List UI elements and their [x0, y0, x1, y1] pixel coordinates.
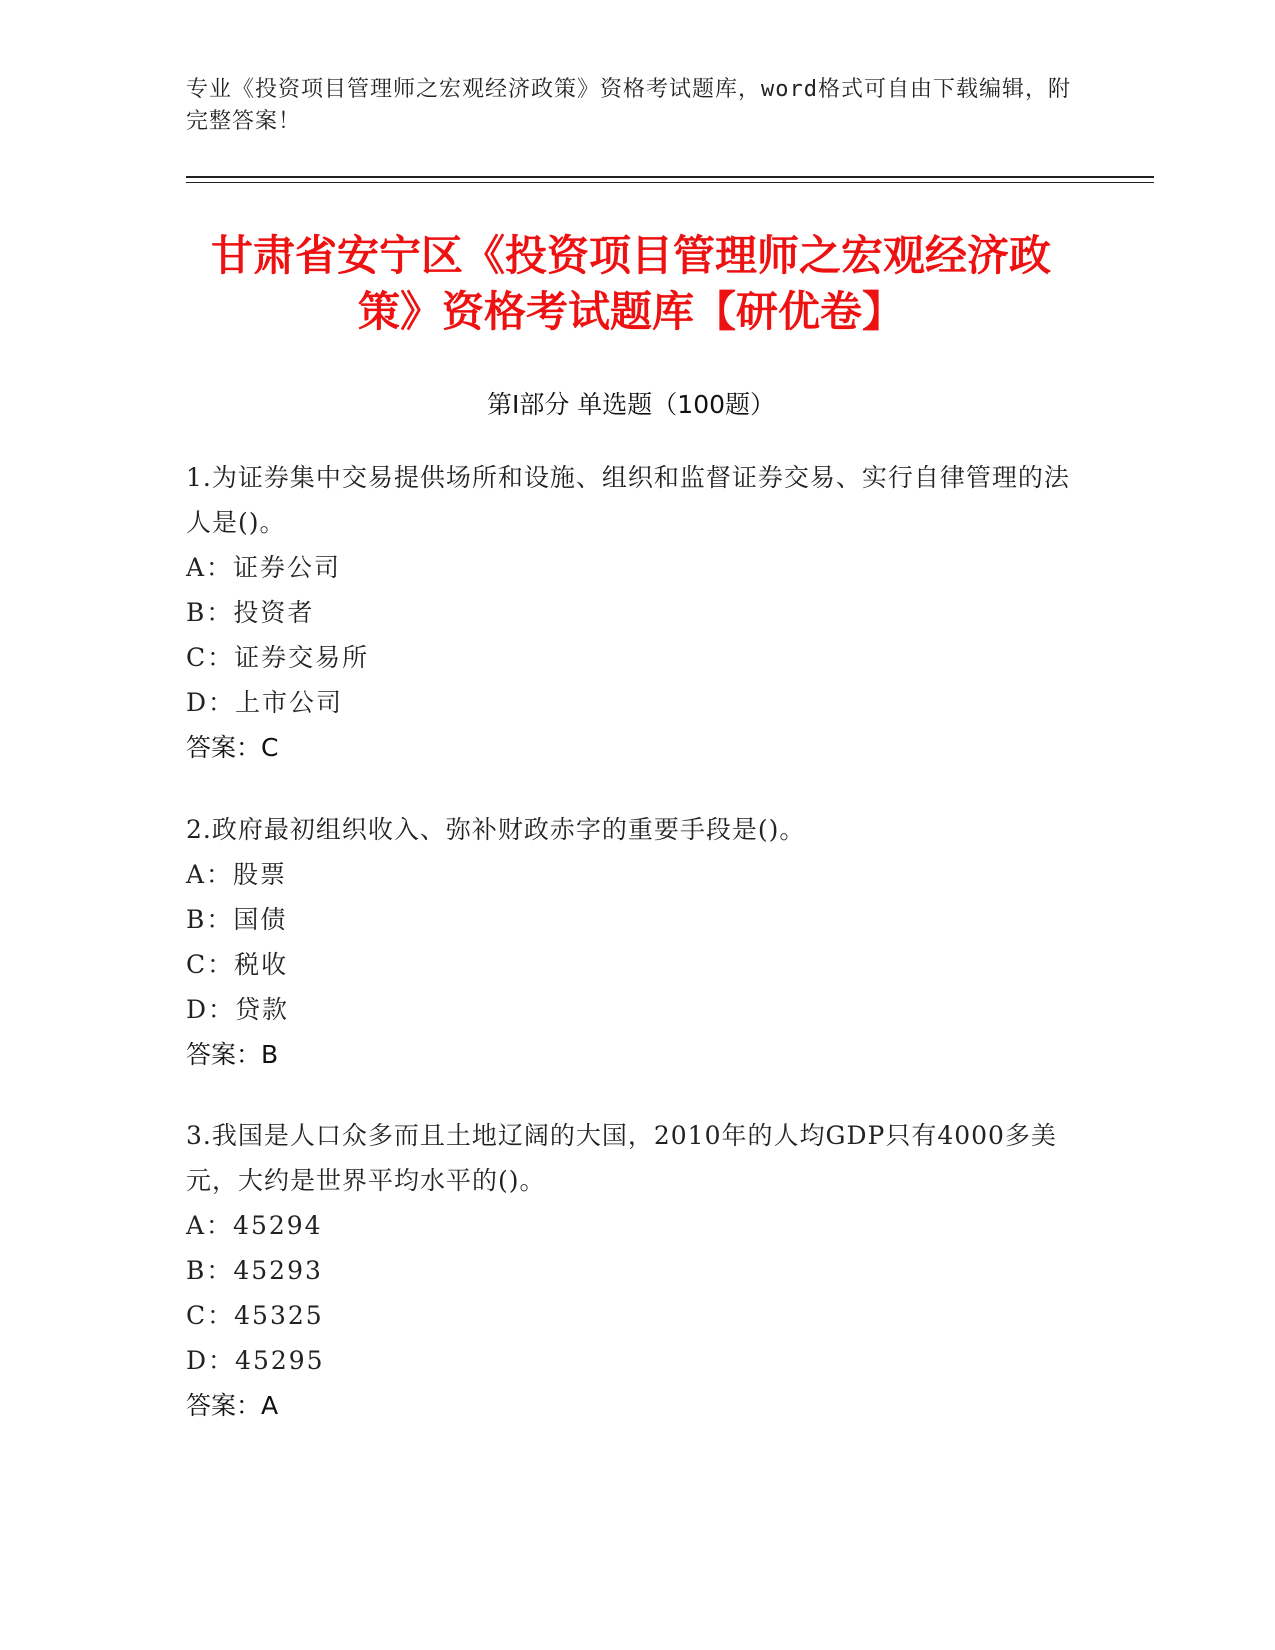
- header-note: 专业《投资项目管理师之宏观经济政策》资格考试题库，word格式可自由下载编辑，附完整答案！: [186, 77, 1071, 134]
- option-d: D：45295: [186, 1346, 325, 1375]
- option-b: B：45293: [186, 1256, 323, 1285]
- answer-label: 答案：C: [186, 733, 279, 762]
- section-title: 第I部分 单选题（100题）: [486, 390, 776, 419]
- question-stem: 3.我国是人口众多而且土地辽阔的大国，2010年的人均GDP只有4000多美元，大约是世界平均水平的()。: [186, 1121, 1057, 1195]
- header-divider-thick: [186, 176, 1154, 178]
- option-c: C：税收: [186, 950, 289, 979]
- question-3: [186, 1113, 1076, 1428]
- option-a: A：股票: [186, 860, 288, 889]
- question-stem: 2.政府最初组织收入、弥补财政赤字的重要手段是()。: [186, 815, 806, 844]
- option-c: C：45325: [186, 1301, 324, 1330]
- question-stem: 1.为证券集中交易提供场所和设施、组织和监督证券交易、实行自律管理的法人是()。: [186, 463, 1070, 537]
- question-1: [186, 455, 1076, 770]
- answer-label: 答案：A: [186, 1391, 279, 1420]
- question-2: [186, 807, 1076, 1077]
- option-b: B：国债: [186, 905, 288, 934]
- option-c: C：证券交易所: [186, 643, 370, 672]
- answer-label: 答案：B: [186, 1040, 279, 1069]
- header-divider-thin: [186, 182, 1154, 183]
- option-a: A：45294: [186, 1211, 323, 1240]
- option-b: B：投资者: [186, 598, 315, 627]
- option-a: A：证券公司: [186, 553, 342, 582]
- document-title: 甘肃省安宁区《投资项目管理师之宏观经济政策》资格考试题库【研优卷】: [210, 231, 1051, 336]
- option-d: D：上市公司: [186, 688, 344, 717]
- option-d: D：贷款: [186, 995, 290, 1024]
